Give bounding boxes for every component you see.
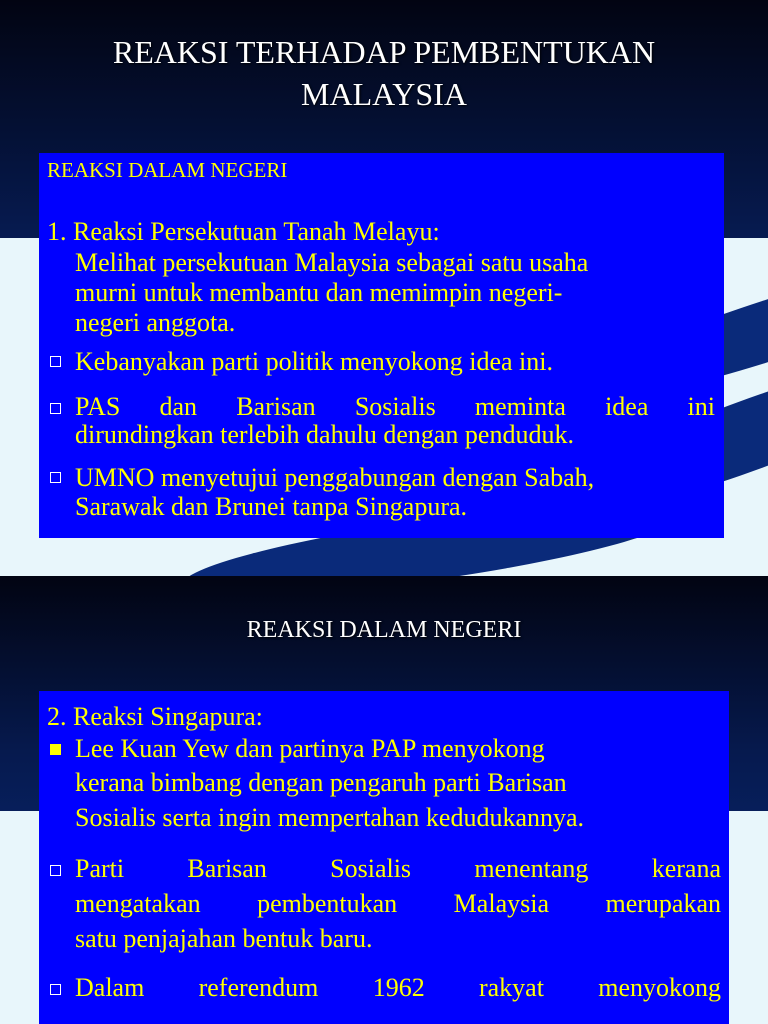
bullet-text: PAS dan Barisan Sosialis meminta idea ini xyxy=(75,392,715,421)
square-bullet-icon xyxy=(50,744,61,755)
content-box xyxy=(39,691,729,1024)
bullet-text: Sosialis serta ingin mempertahan kedudukannya. xyxy=(75,803,585,832)
item1-body-line: murni untuk membantu dan memimpin negeri- xyxy=(75,278,563,307)
bullet-text: mengatakan pembentukan Malaysia merupakan xyxy=(75,889,721,918)
bullet-text: satu penjajahan bentuk baru. xyxy=(75,924,373,953)
checkbox-bullet-icon xyxy=(50,403,61,414)
slide-title: REAKSI DALAM NEGERI xyxy=(246,617,522,643)
item2-title: 2. Reaksi Singapura: xyxy=(47,702,263,731)
checkbox-bullet-icon xyxy=(50,865,61,876)
bullet-text: UMNO menyetujui penggabungan dengan Sabah, xyxy=(75,463,595,492)
bullet-text: Lee Kuan Yew dan partinya PAP menyokong xyxy=(75,734,545,763)
bullet-text: Parti Barisan Sosialis menentang kerana xyxy=(75,854,721,883)
bullet-text: Sarawak dan Brunei tanpa Singapura. xyxy=(75,492,468,521)
box-heading: REAKSI DALAM NEGERI xyxy=(47,158,288,182)
slide-title-line1: REAKSI TERHADAP PEMBENTUKAN xyxy=(112,34,656,70)
item1-body-line: negeri anggota. xyxy=(75,308,236,337)
checkbox-bullet-icon xyxy=(50,984,61,995)
slide-title-line2: MALAYSIA xyxy=(301,76,467,112)
bullet-text: Dalam referendum 1962 rakyat menyokong xyxy=(75,973,721,1002)
content-box xyxy=(39,153,724,538)
bullet-text: dirundingkan terlebih dahulu dengan penduduk. xyxy=(75,420,574,449)
item1-body-line: Melihat persekutuan Malaysia sebagai satu usaha xyxy=(75,248,589,277)
item1-title: 1. Reaksi Persekutuan Tanah Melayu: xyxy=(47,217,440,246)
checkbox-bullet-icon xyxy=(50,472,61,483)
slide-2 xyxy=(0,576,768,1024)
bullet-text: kerana bimbang dengan pengaruh parti Barisan xyxy=(75,768,567,797)
bullet-text: Kebanyakan parti politik menyokong idea ini. xyxy=(75,347,553,376)
checkbox-bullet-icon xyxy=(50,356,61,367)
